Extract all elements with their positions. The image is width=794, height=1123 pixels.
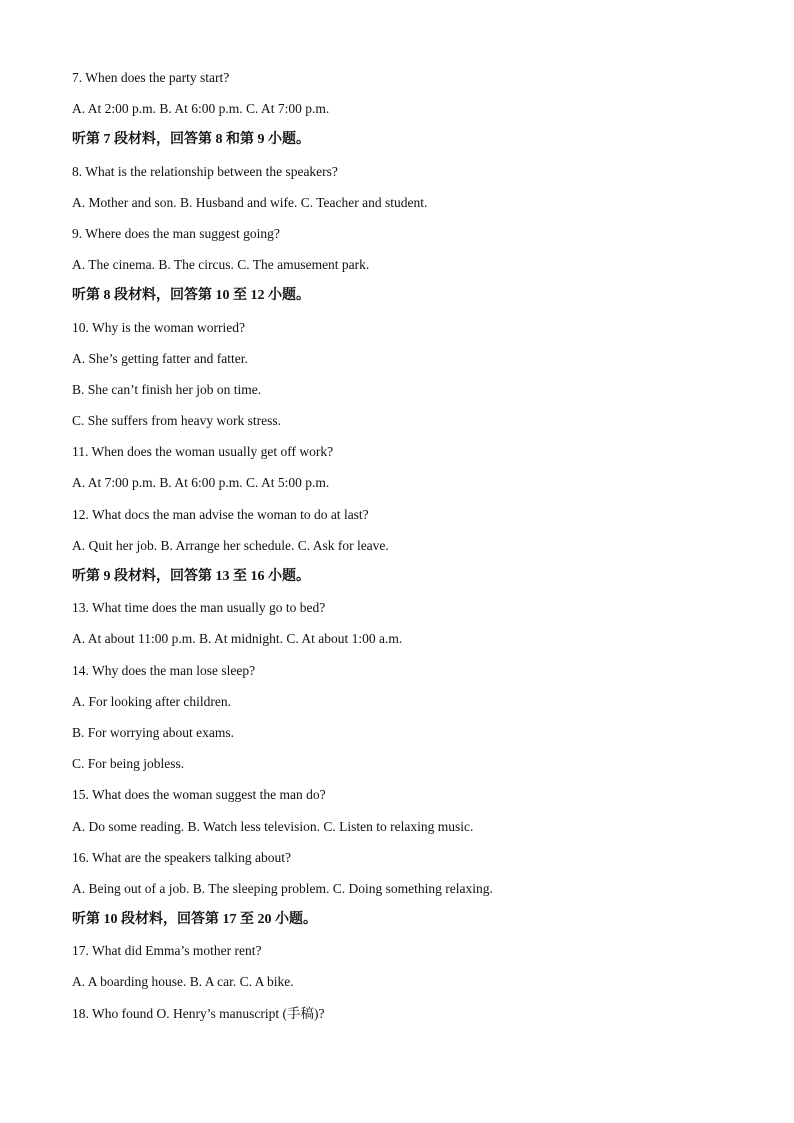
text-line: A. The cinema. B. The circus. C. The amusement park.	[72, 257, 370, 273]
text-line: A. For looking after children.	[72, 693, 231, 709]
text-line: 18. Who found O. Henry’s manuscript (手稿)?	[72, 1005, 325, 1021]
document-page	[72, 62, 732, 1029]
text-line: C. For being jobless.	[72, 756, 185, 772]
text-line: A. Do some reading. B. Watch less television. C. Listen to relaxing music.	[72, 818, 474, 834]
text-line: 16. What are the speakers talking about?	[72, 849, 292, 865]
text-line: 15. What does the woman suggest the man do?	[72, 787, 326, 803]
text-line: A. Quit her job. B. Arrange her schedule. C. Ask for leave.	[72, 537, 389, 553]
section-heading: 听第 8 段材料，回答第 10 至 12 小题。	[72, 288, 310, 304]
text-line: B. She can’t finish her job on time.	[72, 381, 262, 397]
text-line: 10. Why is the woman worried?	[72, 319, 245, 335]
text-line: A. A boarding house. B. A car. C. A bike.	[72, 974, 294, 990]
text-line: A. At 2:00 p.m. B. At 6:00 p.m. C. At 7:00 p.m.	[72, 101, 330, 117]
text-line: A. Being out of a job. B. The sleeping problem. C. Doing something relaxing.	[72, 880, 493, 896]
text-line: 8. What is the relationship between the speakers?	[72, 163, 338, 179]
text-line: A. She’s getting fatter and fatter.	[72, 350, 248, 366]
text-line: A. At 7:00 p.m. B. At 6:00 p.m. C. At 5:00 p.m.	[72, 475, 330, 491]
text-line: 12. What docs the man advise the woman to do at last?	[72, 506, 369, 522]
text-line: 17. What did Emma’s mother rent?	[72, 943, 262, 959]
section-heading: 听第 9 段材料，回答第 13 至 16 小题。	[72, 569, 310, 584]
text-line: 13. What time does the man usually go to bed?	[72, 600, 326, 616]
text-line: 7. When does the party start?	[72, 70, 230, 85]
text-line: A. At about 11:00 p.m. B. At midnight. C. At about 1:00 a.m.	[72, 631, 403, 647]
section-heading: 听第 7 段材料，回答第 8 和第 9 小题。	[72, 132, 310, 148]
text-line: A. Mother and son. B. Husband and wife. C. Teacher and student.	[72, 194, 428, 210]
text-line: B. For worrying about exams.	[72, 724, 234, 740]
text-line: 9. Where does the man suggest going?	[72, 225, 280, 241]
text-line: 11. When does the woman usually get off work?	[72, 444, 334, 460]
text-line: C. She suffers from heavy work stress.	[72, 413, 281, 429]
text-line: 14. Why does the man lose sleep?	[72, 662, 256, 678]
section-heading: 听第 10 段材料，回答第 17 至 20 小题。	[72, 912, 317, 928]
